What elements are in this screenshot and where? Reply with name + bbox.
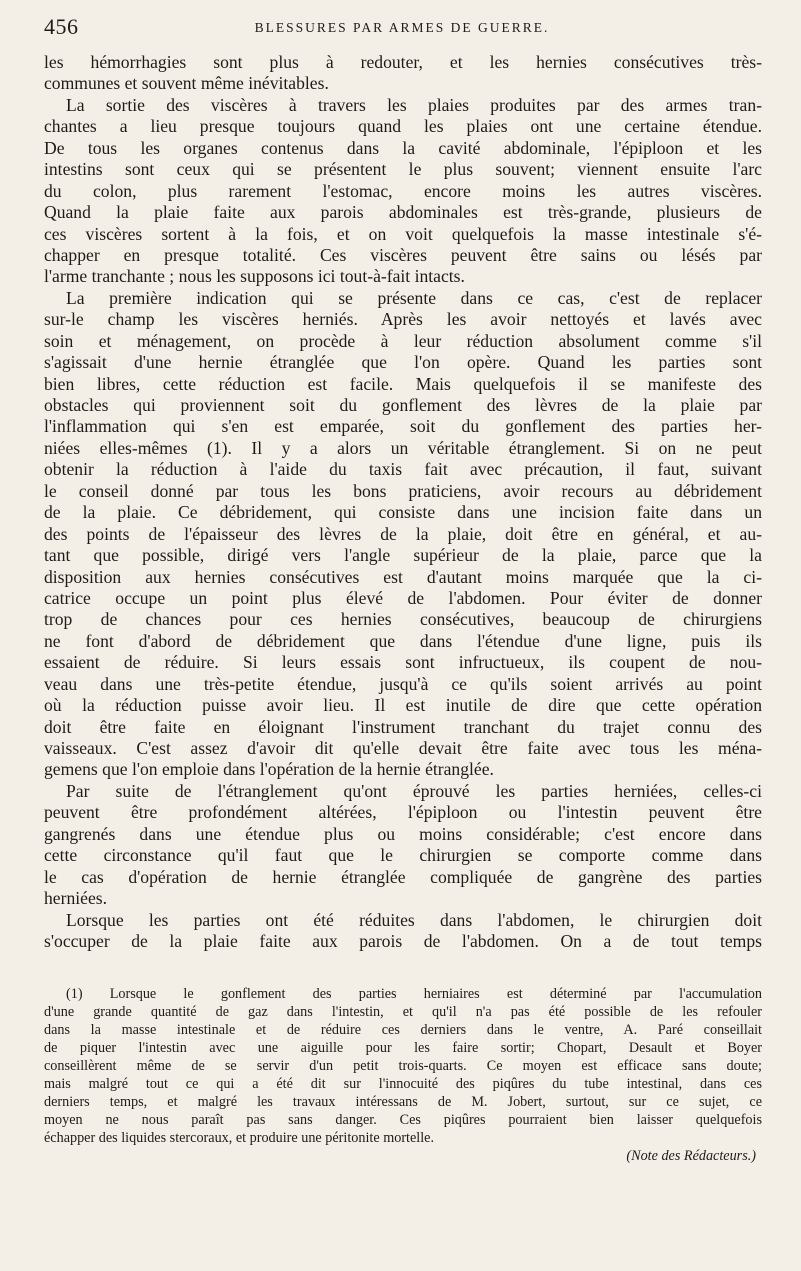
- text-line: des points de l'épaisseur des lèvres de la plaie, doit être en général, et au-: [44, 523, 762, 544]
- text-line: du colon, plus rarement l'estomac, encore moins les autres viscères.: [44, 180, 762, 201]
- text-line: intestins sont ceux qui se présentent le plus souvent; viennent ensuite l'arc: [44, 159, 762, 180]
- footnote-line: échapper des liquides stercoraux, et produire une péritonite mortelle.: [44, 1130, 435, 1146]
- text-line: le cas d'opération de hernie étranglée compliquée de gangrène des parties: [44, 866, 762, 887]
- page-number: 456: [44, 14, 79, 39]
- footnote-line: moyen ne nous paraît pas sans danger. Ces piqûres pourraient bien laisser quelquefois: [44, 1112, 762, 1128]
- text-line: gemens que l'on emploie dans l'opération de la hernie étranglée.: [44, 759, 494, 780]
- text-line: obstacles qui proviennent soit du gonflement des lèvres de la plaie par: [44, 395, 762, 415]
- text-line: trop de chances pour ces hernies consécutives, beaucoup de chirurgiens: [44, 609, 762, 630]
- footnote-line: conseillèrent même de se servir d'un petit trois-quarts. Ce moyen est efficace sans doute;: [44, 1058, 762, 1074]
- text-line: où la réduction puisse avoir lieu. Il est inutile de dire que cette opération: [44, 695, 762, 716]
- text-line: cette circonstance qu'il faut que le chirurgien se comporte comme dans: [44, 845, 762, 866]
- text-line: sur-le champ les viscères herniés. Après les avoir nettoyés et lavés avec: [44, 309, 762, 330]
- text-line: gangrenés dans une étendue plus ou moins considérable; c'est encore dans: [44, 823, 762, 844]
- text-line: ne font d'abord de débridement que dans l'étendue d'une ligne, puis ils: [44, 630, 762, 651]
- text-line: vaisseaux. C'est assez d'avoir dit qu'elle devait être faite avec tous les ména-: [44, 738, 762, 758]
- footnote-line: de piquer l'intestin avec une aiguille pour les faire sortir; Chopart, Desault et Boyer: [44, 1040, 762, 1056]
- footnote-line: d'une grande quantité de gaz dans l'intestin, et qu'il n'a pas été possible de les refouler: [44, 1004, 762, 1020]
- text-line: La première indication qui se présente dans ce cas, c'est de replacer: [66, 287, 762, 308]
- footnote-line: mais malgré tout ce qui a été dit sur l'innocuité des piqûres du tube intestinal, dans ces: [44, 1076, 762, 1092]
- footnote-line: (1) Lorsque le gonflement des parties herniaires est déterminé par l'accumulation: [66, 986, 762, 1002]
- page-header: [44, 14, 760, 42]
- footnote-line: dans la masse intestinale et de réduire ces derniers dans le ventre, A. Paré conseillait: [44, 1022, 762, 1038]
- text-line: chantes a lieu presque toujours quand les plaies ont une certaine étendue.: [44, 116, 762, 137]
- text-line: s'agissait d'une hernie étranglée que l'on opère. Quand les parties sont: [44, 352, 762, 373]
- text-line: Lorsque les parties ont été réduites dans l'abdomen, le chirurgien doit: [66, 909, 762, 930]
- text-line: De tous les organes contenus dans la cavité abdominale, l'épiploon et les: [44, 137, 762, 158]
- text-line: peuvent être profondément altérées, l'épiploon ou l'intestin peuvent être: [44, 802, 762, 823]
- text-line: veau dans une très-petite étendue, jusqu'à ce qu'ils soient arrivés au point: [44, 673, 762, 694]
- text-line: le conseil donné par tous les bons praticiens, avoir recours au débridement: [44, 480, 762, 501]
- text-line: les hémorrhagies sont plus à redouter, et les hernies consécutives très-: [44, 52, 762, 72]
- text-line: ces viscères sortent à la fois, et on voit quelquefois la masse intestinale s'é-: [44, 223, 762, 244]
- text-line: disposition aux hernies consécutives est d'autant moins marquée que la ci-: [44, 566, 762, 587]
- text-line: niées elles-mêmes (1). Il y a alors un véritable étranglement. Si on ne peut: [44, 437, 762, 458]
- text-line: s'occuper de la plaie faite aux parois de l'abdomen. On a de tout temps: [44, 930, 762, 951]
- text-line: soin et ménagement, on procède à leur réduction absolument comme s'il: [44, 330, 762, 351]
- text-line: de la plaie. Ce débridement, qui consiste dans une incision faite dans un: [44, 502, 762, 523]
- text-line: tant que possible, dirigé vers l'angle supérieur de la plaie, parce que la: [44, 545, 762, 566]
- text-line: herniées.: [44, 888, 108, 909]
- text-line: Quand la plaie faite aux parois abdominales est très-grande, plusieurs de: [44, 202, 762, 223]
- running-title: BLESSURES PAR ARMES DE GUERRE.: [254, 20, 550, 35]
- footnotes: [44, 985, 762, 1165]
- text-line: catrice occupe un point plus élevé de l'abdomen. Pour éviter de donner: [44, 587, 762, 608]
- text-line: l'inflammation qui s'en est emparée, soit du gonflement des parties her-: [44, 416, 762, 437]
- body-text: [44, 52, 762, 952]
- text-line: communes et souvent même inévitables.: [44, 73, 329, 94]
- footnote-signature: (Note des Rédacteurs.): [626, 1148, 756, 1164]
- text-line: bien libres, cette réduction est facile. Mais quelquefois il se manifeste des: [44, 373, 762, 394]
- text-line: obtenir la réduction à l'aide du taxis fait avec précaution, il faut, suivant: [44, 459, 762, 480]
- text-line: La sortie des viscères à travers les plaies produites par des armes tran-: [66, 94, 762, 115]
- text-line: chapper en presque totalité. Ces viscères peuvent être sains ou lésés par: [44, 244, 762, 265]
- text-line: l'arme tranchante ; nous les supposons ici tout-à-fait intacts.: [44, 266, 465, 287]
- text-line: doit être faite en éloignant l'instrument tranchant du trajet connu des: [44, 716, 762, 737]
- text-line: essaient de réduire. Si leurs essais sont infructueux, ils coupent de nou-: [44, 652, 762, 673]
- footnote-line: derniers temps, et malgré les travaux intéressans de M. Jobert, surtout, sur ce sujet, ce: [44, 1094, 762, 1110]
- text-line: Par suite de l'étranglement qu'ont éprouvé les parties herniées, celles-ci: [66, 780, 762, 801]
